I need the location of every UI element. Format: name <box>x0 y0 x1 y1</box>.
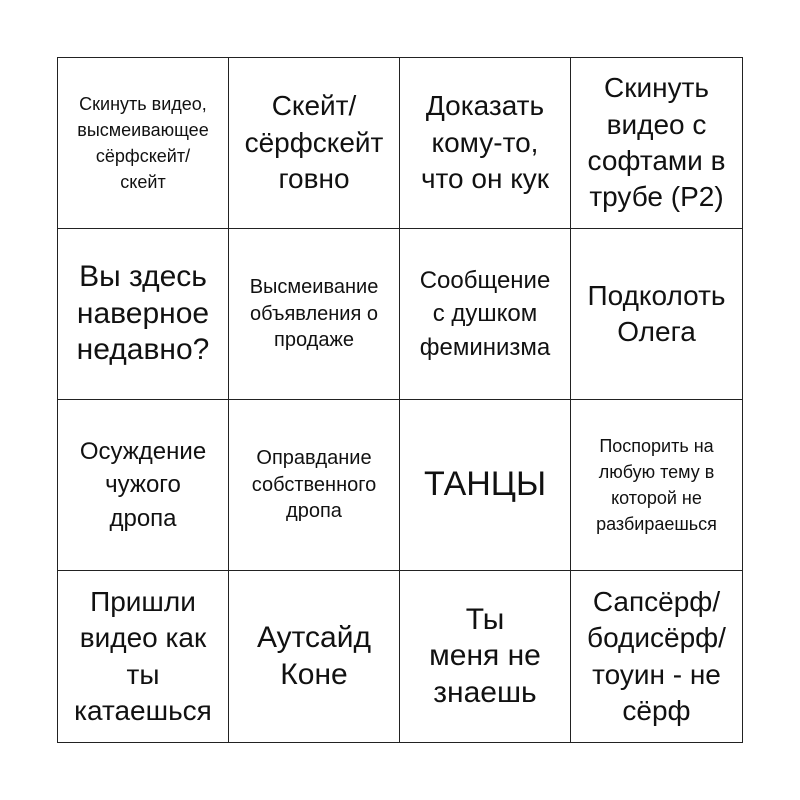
cell-text: Поспорить на любую тему в которой не разбираешься <box>596 435 717 535</box>
cell-text: Вы здесь наверное недавно? <box>76 260 210 367</box>
cell-text: Сообщение с душком феминизма <box>419 267 551 361</box>
cell-text: Сапсёрф/ бодисёрф/ тоуин - не сёрф <box>587 585 726 726</box>
bingo-cell[interactable] <box>229 400 400 571</box>
bingo-cell[interactable] <box>400 58 571 229</box>
bingo-cell[interactable] <box>400 571 571 742</box>
bingo-cell[interactable] <box>58 571 229 742</box>
bingo-cell[interactable] <box>571 400 742 571</box>
bingo-cell[interactable] <box>229 58 400 229</box>
cell-text: Скинуть видео, высмеивающее сёрфскейт/ скейт <box>77 93 209 193</box>
cell-text: Пришли видео как ты катаешься <box>74 585 212 726</box>
cell-text: Высмеивание объявления о продаже <box>249 276 379 352</box>
bingo-cell[interactable] <box>58 229 229 400</box>
bingo-cell[interactable] <box>400 400 571 571</box>
bingo-cell[interactable] <box>229 571 400 742</box>
cell-text: Аутсайд Коне <box>256 620 372 691</box>
bingo-cell[interactable] <box>571 229 742 400</box>
cell-text: Оправдание собственного дропа <box>251 447 377 523</box>
cell-text: Скейт/ сёрфскейт говно <box>244 90 384 195</box>
bingo-board <box>57 57 743 743</box>
bingo-cell[interactable] <box>58 58 229 229</box>
cell-text: ТАНЦЫ <box>423 465 547 504</box>
bingo-cell[interactable] <box>58 400 229 571</box>
cell-text: Ты меня не знаешь <box>429 602 541 709</box>
bingo-cell[interactable] <box>571 571 742 742</box>
bingo-cell[interactable] <box>571 58 742 229</box>
cell-text: Подколоть Олега <box>587 279 726 347</box>
cell-text: Доказать кому-то, что он кук <box>420 90 550 195</box>
bingo-cell[interactable] <box>229 229 400 400</box>
bingo-cell[interactable] <box>400 229 571 400</box>
cell-text: Скинуть видео с софтами в трубе (P2) <box>587 72 726 213</box>
cell-text: Осуждение чужого дропа <box>79 438 207 532</box>
